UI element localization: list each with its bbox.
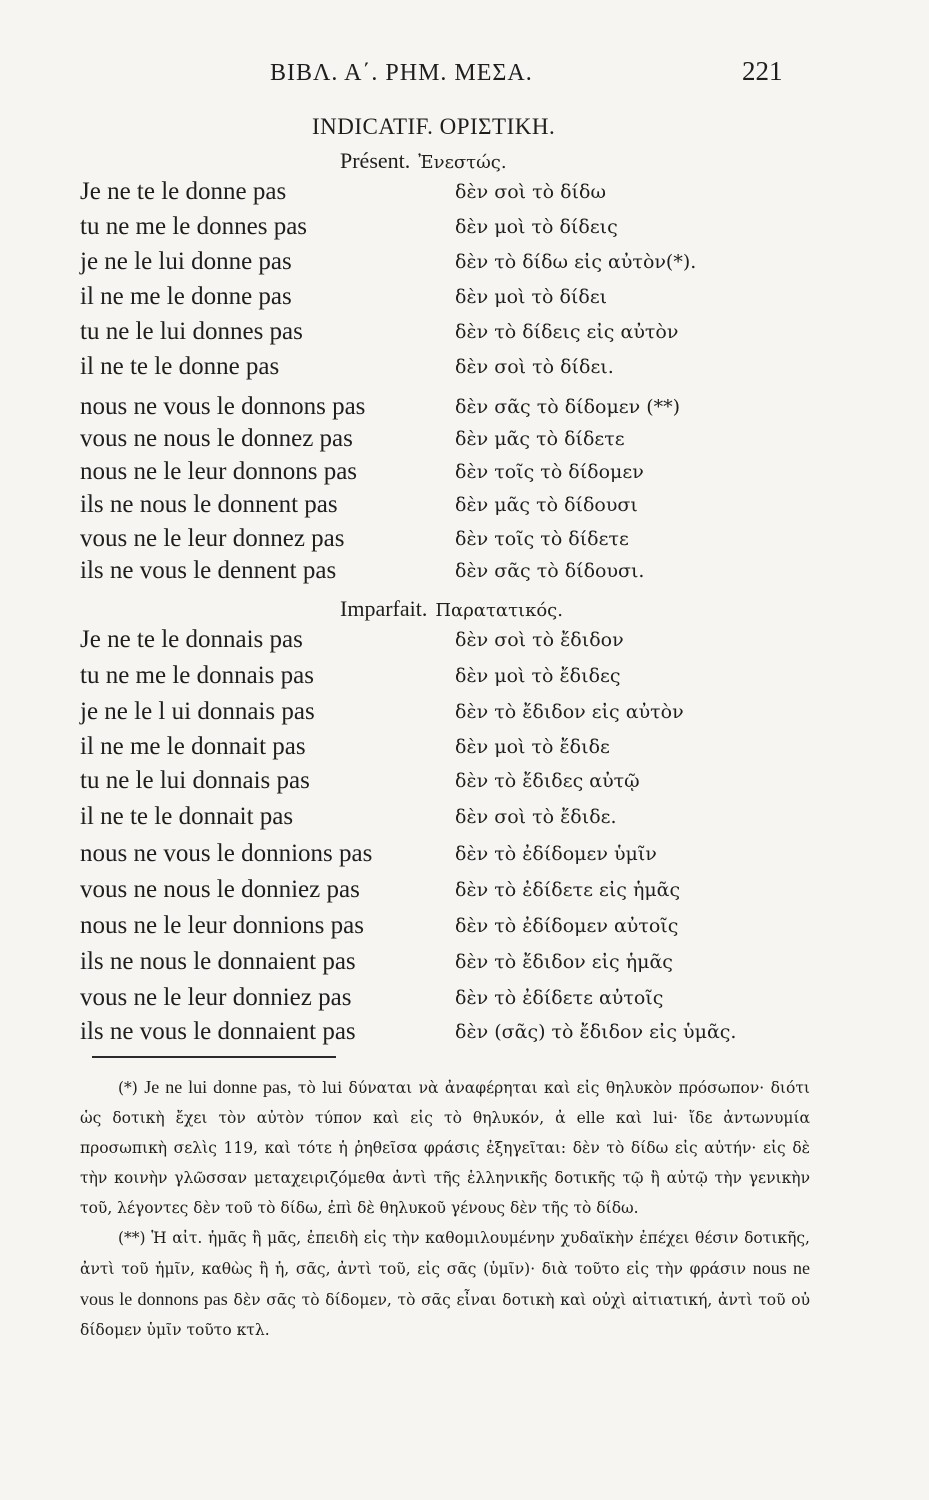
greek-form: δὲν τὸ δίδω εἰς αὐτὸν(*). [455,251,697,273]
conjugation-row [0,425,929,459]
greek-form: δὲν τὸ ἐδίδομεν αὐτοῖς [455,915,679,937]
conjugation-row [0,393,929,427]
imperfect-heading [340,596,563,622]
greek-form: δὲν σοὶ τὸ δίδω [455,181,606,203]
footnote-1-latin: Je ne lui donne pas, [144,1077,292,1097]
greek-form: δὲν σοὶ τὸ δίδει. [455,356,614,378]
french-form: nous ne vous le donnons pas [80,393,366,420]
greek-form: δὲν σᾶς τὸ δίδομεν (**) [455,396,681,418]
french-form: vous ne nous le donnez pas [80,425,353,452]
greek-form: δὲν μᾶς τὸ δίδετε [455,428,625,450]
french-form: nous ne vous le donnions pas [80,840,373,867]
french-form: il ne te le donne pas [80,353,280,380]
french-form: vous ne nous le donniez pas [80,876,360,903]
french-form: il ne me le donne pas [80,283,292,310]
conjugation-row [0,213,929,247]
greek-form: δὲν τὸ ἔδιδον εἰς ἡμᾶς [455,951,673,973]
imperfect-label-gr: Παρατατικός. [435,600,563,621]
french-form: Je ne te le donne pas [80,178,287,205]
french-form: ils ne vous le donnaient pas [80,1018,356,1045]
present-label-gr: Ἐνεστώς. [418,152,507,173]
footnote-1-marker: (*) [118,1079,138,1097]
conjugation-row [0,803,929,837]
conjugation-row [0,557,929,591]
conjugation-row [0,876,929,910]
running-title: ΒΙΒΛ. Α΄. ΡΗΜ. ΜΕΣΑ. [270,60,533,86]
french-form: vous ne le leur donniez pas [80,984,352,1011]
footnote-rule [92,1056,336,1058]
conjugation-row [0,283,929,317]
conjugation-row [0,662,929,696]
mood-heading: INDICATIF. ΟΡΙΣΤΙΚΗ. [312,114,556,139]
footnote-1 [80,1072,810,1223]
conjugation-row [0,984,929,1018]
conjugation-row [0,733,929,767]
french-form: je ne le lui donne pas [80,248,292,275]
greek-form: δὲν τὸ ἐδίδετε εἰς ἡμᾶς [455,879,681,901]
conjugation-row [0,840,929,874]
greek-form: δὲν τὸ ἐδίδετε αὐτοῖς [455,987,664,1009]
french-form: nous ne le leur donnons pas [80,458,358,485]
greek-form: δὲν τὸ ἐδίδομεν ὑμῖν [455,843,657,865]
french-form: tu ne le lui donnes pas [80,318,303,345]
conjugation-row [0,353,929,387]
page-number: 221 [742,56,783,86]
greek-form: δὲν τὸ ἔδιδον εἰς αὐτὸν [455,701,684,723]
greek-form: δὲν μοὶ τὸ ἔδιδε [455,736,610,758]
french-form: tu ne me le donnes pas [80,213,308,240]
conjugation-row [0,948,929,982]
imperfect-label-fr: Imparfait. [340,596,428,621]
french-form: nous ne le leur donnions pas [80,912,364,939]
footnote-2-latin: nous ne vous le donnons pas [80,1258,810,1309]
greek-form: δὲν μᾶς τὸ δίδουσι [455,494,638,516]
french-form: vous ne le leur donnez pas [80,525,345,552]
french-form: tu ne le lui donnais pas [80,767,310,794]
footnotes [80,1072,810,1345]
greek-form: δὲν (σᾶς) τὸ ἔδιδον εἰς ὑμᾶς. [455,1021,737,1043]
french-form: tu ne me le donnais pas [80,662,314,689]
conjugation-row [0,458,929,492]
conjugation-row [0,912,929,946]
footnote-1-text: τὸ lui δύναται νὰ ἀναφέρηται καὶ εἰς θηλυκὸν πρόσωπον· διότι ὡς δοτικὴ ἔχει τὸν αὐτὸν τύπον καὶ εἰς τὸ θηλυκόν, ἀ elle καὶ lui· ἴδε ἀντωνυμία προσωπικὴ σελὶς 119, καὶ τότε ἡ ῥηθεῖσα φράσις ἐξηγεῖται: δὲν τὸ δίδω εἰς αὐτήν· εἰς δὲ τὴν κοινὴν γλῶσσαν μεταχειριζόμεθα ἀντὶ τῆς ἑλληνικῆς δοτικῆς τῷ ἢ αὐτῷ τὴν γενικὴν τοῦ, λέγοντες δὲν τοῦ τὸ δίδω, ἐπὶ δὲ θηλυκοῦ γένους δὲν τῆς τὸ δίδω. [80,1079,810,1217]
greek-form: δὲν μοὶ τὸ δίδει [455,286,608,308]
footnote-2-marker: (**) [118,1229,146,1247]
conjugation-row [0,1018,929,1052]
greek-form: δὲν σοὶ τὸ ἔδιδον [455,629,624,651]
conjugation-row [0,248,929,282]
french-form: ils ne nous le donnaient pas [80,948,356,975]
conjugation-row [0,698,929,732]
french-form: Je ne te le donnais pas [80,626,303,653]
greek-form: δὲν σᾶς τὸ δίδουσι. [455,560,645,582]
conjugation-row [0,178,929,212]
present-label-fr: Présent. [340,148,411,173]
present-heading [340,148,507,174]
french-form: il ne me le donnait pas [80,733,306,760]
greek-form: δὲν τοῖς τὸ δίδετε [455,528,629,550]
conjugation-row [0,318,929,352]
footnote-2-text-a: Ἡ αἰτ. ἡμᾶς ἢ μᾶς, ἐπειδὴ εἰς τὴν καθομιλουμένην χυδαϊκὴν ἐπέχει θέσιν δοτικῆς, ἀντὶ τοῦ ἡμῖν, καθὼς ἢ ἡ, σᾶς, ἀντὶ τοῦ, εἰς σᾶς (ὑμῖν)· διὰ τοῦτο εἰς τὴν φράσιν [80,1229,810,1278]
footnote-2-text-b: δὲν σᾶς τὸ δίδομεν, τὸ σᾶς εἶναι δοτικὴ καὶ οὐχὶ αἰτιατική, ἀντὶ τοῦ οὐ δίδομεν ὑμῖν τοῦτο κτλ. [80,1291,810,1339]
conjugation-row [0,491,929,525]
conjugation-row [0,525,929,559]
french-form: il ne te le donnait pas [80,803,294,830]
greek-form: δὲν τὸ δίδεις εἰς αὐτὸν [455,321,679,343]
greek-form: δὲν τὸ ἔδιδες αὐτῷ [455,770,640,792]
conjugation-row [0,767,929,801]
conjugation-row [0,626,929,660]
french-form: je ne le l ui donnais pas [80,698,315,725]
french-form: ils ne nous le donnent pas [80,491,338,518]
greek-form: δὲν μοὶ τὸ δίδεις [455,216,618,238]
greek-form: δὲν σοὶ τὸ ἔδιδε. [455,806,617,828]
greek-form: δὲν μοὶ τὸ ἔδιδες [455,665,621,687]
greek-form: δὲν τοῖς τὸ δίδομεν [455,461,644,483]
footnote-2 [80,1223,810,1345]
french-form: ils ne vous le dennent pas [80,557,337,584]
